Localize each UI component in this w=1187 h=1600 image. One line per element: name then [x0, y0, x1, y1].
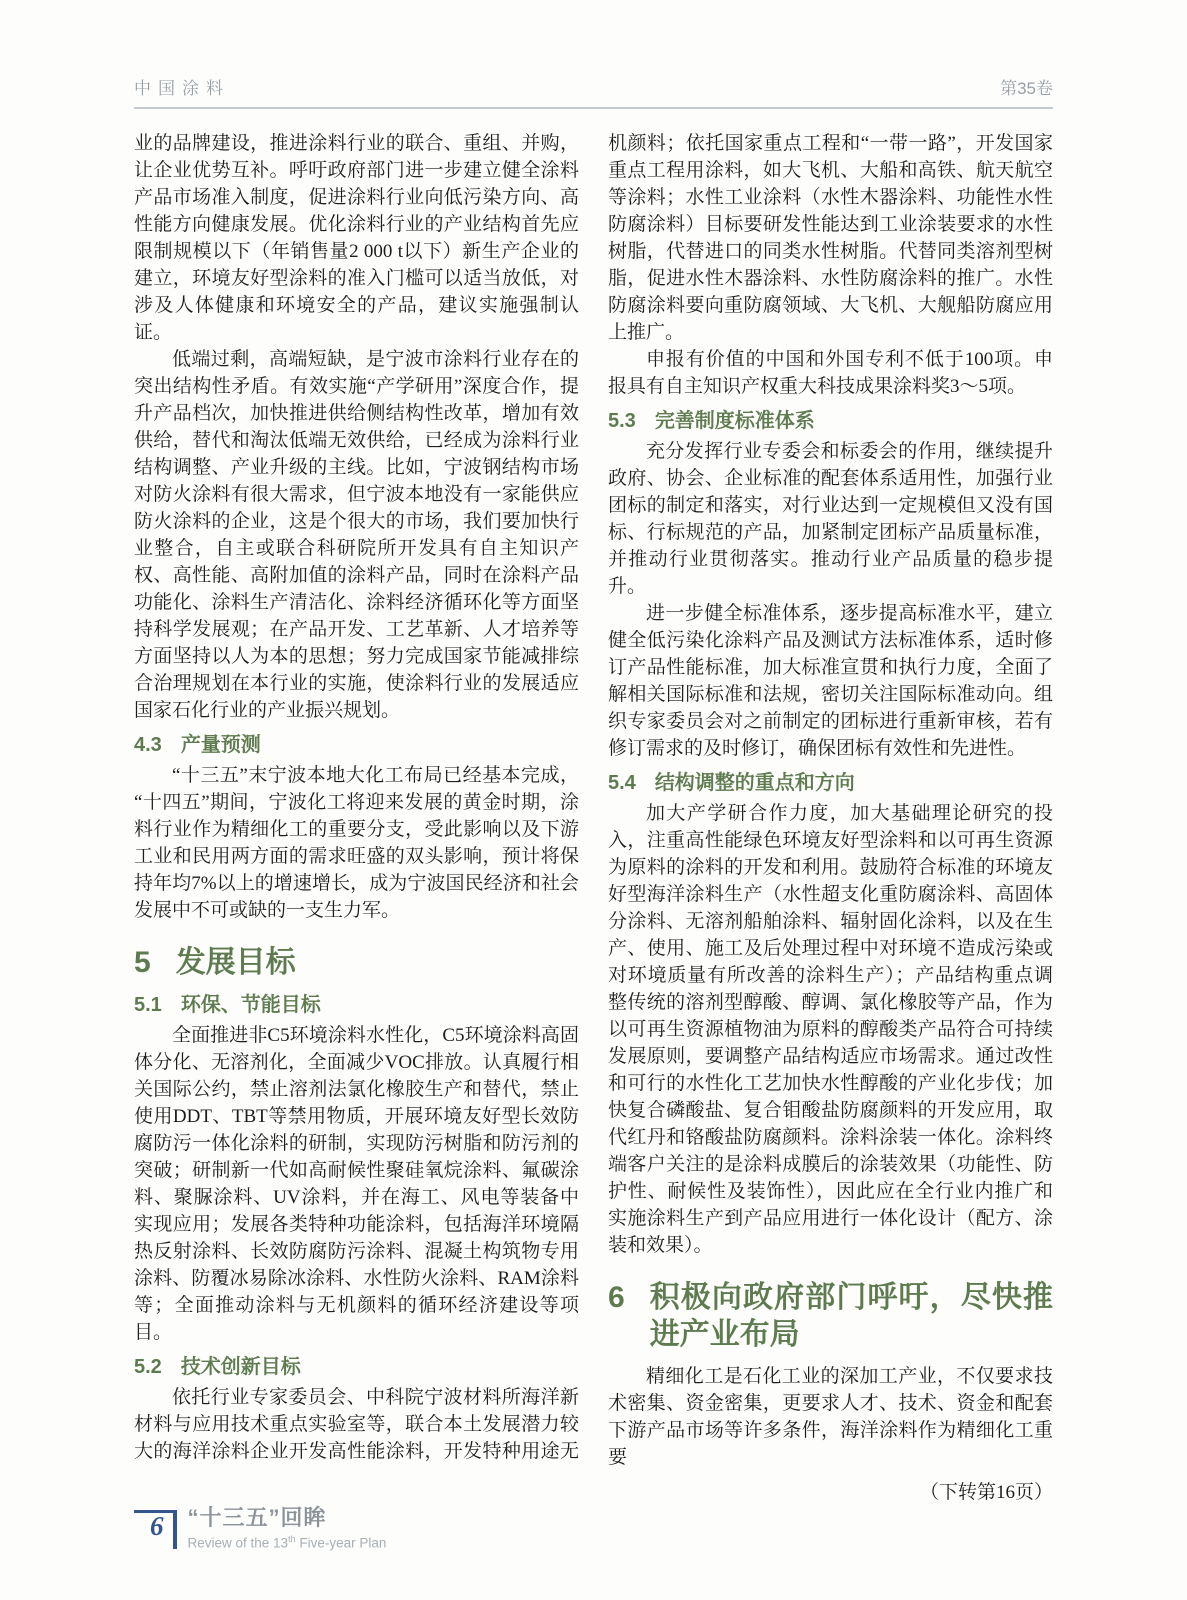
section-title: 积极向政府部门呼吁，尽快推进产业布局: [649, 1281, 1053, 1351]
right-column: [608, 130, 1053, 1506]
paragraph: 全面推进非C5环境涂料水性化，C5环境涂料高固体分化、无溶剂化，全面减少VOC排放。认真履行相关国际公约，禁止溶剂法氯化橡胶生产和替代，禁止使用DDT、TBT等禁用物质，开展环境友好型长效防腐防污一体化涂料的研制，实现防污树脂和防污剂的突破；研制新一代如高耐候性聚硅氧烷涂料、氟碳涂料、聚脲涂料、UV涂料，并在海工、风电等装备中实现应用；发展各类特种功能涂料，包括海洋环境隔热反射涂料、长效防腐防污涂料、混凝土构筑物专用涂料、防覆冰易除冰涂料、水性防火涂料、RAM涂料等；全面推动涂料与无机颜料的循环经济建设等项目。: [134, 1025, 579, 1343]
footer-section-title-en: [188, 1534, 387, 1551]
footer-section-title-cn: “十三五”回眸: [187, 1504, 327, 1530]
paragraph: 机颜料；依托国家重点工程和“一带一路”，开发国家重点工程用涂料，如大飞机、大船和高铁、航天航空等涂料；水性工业涂料（水性木器涂料、功能性水性防腐涂料）目标要研发性能达到工业涂装要求的水性树脂，代替进口的同类水性树脂。代替同类溶剂型树脂，促进水性木器涂料、水性防腐涂料的推广。水性防腐涂料要向重防腐领域、大飞机、大舰船防腐应用上推广。: [608, 133, 1053, 343]
section-heading-5-4: [608, 769, 1053, 797]
article-body: [134, 130, 1053, 1506]
paragraph: 低端过剩，高端短缺，是宁波市涂料行业存在的突出结构性矛盾。有效实施“产学研用”深度合作，提升产品档次，加快推进供给侧结构性改革，增加有效供给，替代和淘汰低端无效供给，已经成为涂料行业结构调整、产业升级的主线。比如，宁波钢结构市场对防火涂料有很大需求，但宁波本地没有一家能供应防火涂料的企业，这是个很大的市场，我们要加快行业整合，自主或联合科研院所开发具有自主知识产权、高性能、高附加值的涂料产品，同时在涂料产品功能化、涂料生产清洁化、涂料经济循环化等方面坚持科学发展观；在产品开发、工艺革新、人才培养等方面坚持以人为本的思想；努力完成国家节能减排综合治理规划在本行业的实施，使涂料行业的发展适应国家石化行业的产业振兴规划。: [134, 349, 579, 721]
paragraph: “十三五”末宁波本地大化工布局已经基本完成，“十四五”期间，宁波化工将迎来发展的黄金时期，涂料行业作为精细化工的重要分支，受此影响以及下游工业和民用两方面的需求旺盛的双头影响，预计将保持年均7%以上的增速增长，成为宁波国民经济和社会发展中不可或缺的一支生力军。: [134, 765, 579, 921]
section-number: 6: [608, 1281, 625, 1314]
page-footer: [134, 1505, 386, 1551]
paragraph: 申报有价值的中国和外国专利不低于100项。申报具有自主知识产权重大科技成果涂料奖3～5项。: [608, 349, 1053, 397]
section-heading-4-3: [134, 731, 579, 759]
section-title: 发展目标: [175, 946, 296, 979]
section-number: 5.2: [134, 1356, 162, 1378]
section-title: 结构调整的重点和方向: [654, 772, 855, 794]
section-title: 完善制度标准体系: [654, 410, 815, 432]
paragraph: 依托行业专家委员会、中科院宁波材料所海洋新材料与应用技术重点实验室等，联合本土发展潜力较大的海洋涂料企业开发高性能涂料，开发特种用途无: [134, 1387, 579, 1462]
section-title: 环保、节能目标: [180, 994, 321, 1016]
footer-en-superscript: th: [288, 1533, 296, 1544]
journal-name: 中国涂料: [134, 79, 230, 98]
continuation-note: （下转第16页）: [919, 1482, 1053, 1503]
paragraph: 加大产学研合作力度，加大基础理论研究的投入，注重高性能绿色环境友好型涂料和以可再生资源为原料的涂料的开发和利用。鼓励符合标准的环境友好型海洋涂料生产（水性超支化重防腐涂料、高固体分涂料、无溶剂船舶涂料、辐射固化涂料，以及在生产、使用、施工及后处理过程中对环境不造成污染或对环境质量有所改善的涂料生产）；产品结构重点调整传统的溶剂型醇酸、醇调、氯化橡胶等产品，作为以可再生资源植物油为原料的醇酸类产品符合可持续发展原则，要调整产品结构适应市场需求。通过改性和可行的水性化工艺加快水性醇酸的产业化步伐；加快复合磷酸盐、复合钼酸盐防腐颜料的开发应用，取代红丹和铬酸盐防腐颜料。涂料涂装一体化。涂料终端客户关注的是涂料成膜后的涂装效果（功能性、防护性、耐候性及装饰性），因此应在全行业内推广和实施涂料生产到产品应用进行一体化设计（配方、涂装和效果）。: [608, 803, 1053, 1256]
footer-en-suffix: Five-year Plan: [295, 1535, 387, 1550]
paragraph: 业的品牌建设，推进涂料行业的联合、重组、并购，让企业优势互补。呼吁政府部门进一步建立健全涂料产品市场准入制度，促进涂料行业向低污染方向、高性能方向健康发展。优化涂料行业的产业结构首先应限制规模以下（年销售量2 000 t以下）新生产企业的建立，环境友好型涂料的准入门槛可以适当放低，对涉及人体健康和环境安全的产品，建议实施强制认证。: [134, 133, 579, 343]
running-head: [134, 74, 1053, 109]
section-number: 5.3: [608, 410, 636, 432]
page-number: 6: [150, 1510, 164, 1541]
section-number: 5.1: [134, 994, 162, 1016]
section-number: 5: [134, 946, 151, 979]
paragraph: 充分发挥行业专委会和标委会的作用，继续提升政府、协会、企业标准的配套体系适用性，加强行业团标的制定和落实，对行业达到一定规模但又没有国标、行标规范的产品，加紧制定团标产品质量标准，并推动行业贯彻落实。推动行业产品质量的稳步提升。: [608, 441, 1053, 597]
footer-en-prefix: Review of the 13: [187, 1535, 289, 1550]
section-heading-5-2: [134, 1353, 579, 1381]
section-number: 4.3: [134, 734, 162, 756]
paragraph: 精细化工是石化工业的深加工产业，不仅要求技术密集、资金密集，更要求人才、技术、资金和配套下游产品市场等许多条件，海洋涂料作为精细化工重要: [608, 1366, 1053, 1468]
section-title: 技术创新目标: [180, 1356, 301, 1378]
section-heading-6: [608, 1279, 1053, 1353]
section-heading-5-3: [608, 407, 1053, 435]
section-number: 5.4: [608, 772, 636, 794]
footer-section-titles: [188, 1505, 387, 1551]
section-heading-5-1: [134, 991, 579, 1019]
section-heading-5: [134, 944, 579, 981]
left-column: [134, 130, 579, 1506]
volume-label: 第35卷: [1000, 79, 1053, 98]
paragraph: 进一步健全标准体系，逐步提高标准水平，建立健全低污染化涂料产品及测试方法标准体系，适时修订产品性能标准，加大标准宣贯和执行力度，全面了解相关国际标准和法规，密切关注国际标准动向。组织专家委员会对之前制定的团标进行重新审核，若有修订需求的及时修订，确保团标有效性和先进性。: [608, 603, 1053, 759]
section-title: 产量预测: [180, 734, 261, 756]
page-number-block: [134, 1510, 177, 1549]
